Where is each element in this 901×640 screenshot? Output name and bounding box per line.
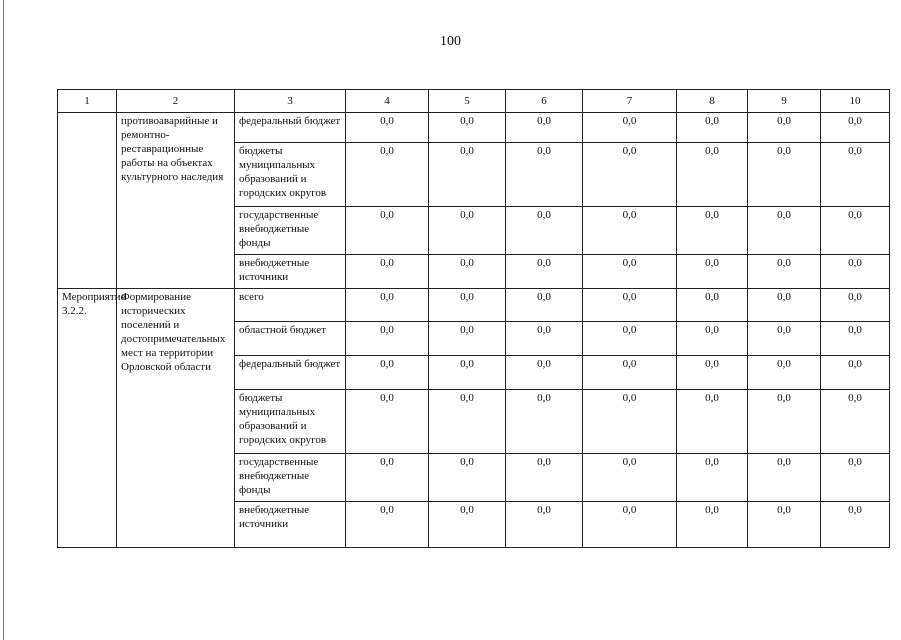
value-cell-col5: 0,0 bbox=[429, 289, 506, 322]
value-cell-col10: 0,0 bbox=[821, 143, 890, 207]
value-cell-col4: 0,0 bbox=[346, 207, 429, 255]
funding-source-cell: государственные внебюджетные фонды bbox=[235, 454, 346, 502]
value-cell-col7: 0,0 bbox=[583, 390, 677, 454]
value-cell-col5: 0,0 bbox=[429, 143, 506, 207]
value-cell-col10: 0,0 bbox=[821, 289, 890, 322]
column-header-5: 5 bbox=[429, 90, 506, 113]
column-header-1: 1 bbox=[58, 90, 117, 113]
value-cell-col5: 0,0 bbox=[429, 390, 506, 454]
value-cell-col7: 0,0 bbox=[583, 356, 677, 390]
funding-source-cell: федеральный бюджет bbox=[235, 356, 346, 390]
funding-source-cell: бюджеты муниципальных образований и городских округов bbox=[235, 143, 346, 207]
activity-name-cell: противоаварийные и ремонтно-реставрационные работы на объектах культурного наследия bbox=[117, 113, 235, 289]
value-cell-col9: 0,0 bbox=[748, 207, 821, 255]
value-cell-col10: 0,0 bbox=[821, 390, 890, 454]
value-cell-col6: 0,0 bbox=[506, 356, 583, 390]
value-cell-col5: 0,0 bbox=[429, 454, 506, 502]
value-cell-col10: 0,0 bbox=[821, 113, 890, 143]
value-cell-col9: 0,0 bbox=[748, 289, 821, 322]
value-cell-col10: 0,0 bbox=[821, 454, 890, 502]
funding-source-cell: областной бюджет bbox=[235, 322, 346, 356]
value-cell-col7: 0,0 bbox=[583, 454, 677, 502]
activity-name-cell: Формирование исторических поселений и достопримечательных мест на территории Орловской области bbox=[117, 289, 235, 548]
value-cell-col7: 0,0 bbox=[583, 255, 677, 289]
value-cell-col10: 0,0 bbox=[821, 502, 890, 548]
value-cell-col8: 0,0 bbox=[677, 255, 748, 289]
value-cell-col5: 0,0 bbox=[429, 322, 506, 356]
value-cell-col6: 0,0 bbox=[506, 289, 583, 322]
value-cell-col5: 0,0 bbox=[429, 207, 506, 255]
value-cell-col9: 0,0 bbox=[748, 255, 821, 289]
value-cell-col4: 0,0 bbox=[346, 502, 429, 548]
value-cell-col8: 0,0 bbox=[677, 356, 748, 390]
value-cell-col8: 0,0 bbox=[677, 207, 748, 255]
value-cell-col6: 0,0 bbox=[506, 255, 583, 289]
value-cell-col7: 0,0 bbox=[583, 207, 677, 255]
value-cell-col8: 0,0 bbox=[677, 502, 748, 548]
value-cell-col6: 0,0 bbox=[506, 207, 583, 255]
value-cell-col7: 0,0 bbox=[583, 289, 677, 322]
value-cell-col10: 0,0 bbox=[821, 255, 890, 289]
value-cell-col7: 0,0 bbox=[583, 322, 677, 356]
table-row bbox=[58, 113, 890, 143]
funding-source-cell: бюджеты муниципальных образований и городских округов bbox=[235, 390, 346, 454]
value-cell-col6: 0,0 bbox=[506, 454, 583, 502]
value-cell-col8: 0,0 bbox=[677, 143, 748, 207]
value-cell-col5: 0,0 bbox=[429, 502, 506, 548]
value-cell-col7: 0,0 bbox=[583, 113, 677, 143]
value-cell-col6: 0,0 bbox=[506, 143, 583, 207]
value-cell-col6: 0,0 bbox=[506, 113, 583, 143]
funding-source-cell: внебюджетные источники bbox=[235, 502, 346, 548]
value-cell-col8: 0,0 bbox=[677, 322, 748, 356]
activity-code-cell bbox=[58, 113, 117, 289]
value-cell-col10: 0,0 bbox=[821, 356, 890, 390]
value-cell-col10: 0,0 bbox=[821, 207, 890, 255]
table-row bbox=[58, 289, 890, 322]
funding-source-cell: внебюджетные источники bbox=[235, 255, 346, 289]
page-edge-rule bbox=[3, 0, 4, 640]
budget-table bbox=[57, 89, 890, 548]
value-cell-col9: 0,0 bbox=[748, 454, 821, 502]
value-cell-col10: 0,0 bbox=[821, 322, 890, 356]
funding-source-cell: федеральный бюджет bbox=[235, 113, 346, 143]
column-header-4: 4 bbox=[346, 90, 429, 113]
value-cell-col5: 0,0 bbox=[429, 356, 506, 390]
value-cell-col4: 0,0 bbox=[346, 143, 429, 207]
value-cell-col4: 0,0 bbox=[346, 454, 429, 502]
value-cell-col4: 0,0 bbox=[346, 255, 429, 289]
value-cell-col6: 0,0 bbox=[506, 502, 583, 548]
value-cell-col6: 0,0 bbox=[506, 390, 583, 454]
column-header-3: 3 bbox=[235, 90, 346, 113]
value-cell-col9: 0,0 bbox=[748, 322, 821, 356]
value-cell-col5: 0,0 bbox=[429, 255, 506, 289]
value-cell-col8: 0,0 bbox=[677, 113, 748, 143]
value-cell-col4: 0,0 bbox=[346, 322, 429, 356]
value-cell-col4: 0,0 bbox=[346, 113, 429, 143]
table-header-row bbox=[58, 90, 890, 113]
column-header-8: 8 bbox=[677, 90, 748, 113]
value-cell-col8: 0,0 bbox=[677, 289, 748, 322]
column-header-2: 2 bbox=[117, 90, 235, 113]
value-cell-col9: 0,0 bbox=[748, 502, 821, 548]
column-header-6: 6 bbox=[506, 90, 583, 113]
value-cell-col7: 0,0 bbox=[583, 502, 677, 548]
value-cell-col9: 0,0 bbox=[748, 113, 821, 143]
value-cell-col4: 0,0 bbox=[346, 356, 429, 390]
value-cell-col8: 0,0 bbox=[677, 390, 748, 454]
value-cell-col4: 0,0 bbox=[346, 390, 429, 454]
value-cell-col9: 0,0 bbox=[748, 356, 821, 390]
column-header-9: 9 bbox=[748, 90, 821, 113]
value-cell-col8: 0,0 bbox=[677, 454, 748, 502]
column-header-7: 7 bbox=[583, 90, 677, 113]
value-cell-col5: 0,0 bbox=[429, 113, 506, 143]
funding-source-cell: всего bbox=[235, 289, 346, 322]
page-number: 100 bbox=[440, 34, 461, 49]
value-cell-col6: 0,0 bbox=[506, 322, 583, 356]
value-cell-col7: 0,0 bbox=[583, 143, 677, 207]
value-cell-col9: 0,0 bbox=[748, 390, 821, 454]
funding-source-cell: государственные внебюджетные фонды bbox=[235, 207, 346, 255]
value-cell-col4: 0,0 bbox=[346, 289, 429, 322]
activity-code-cell: Мероприятие 3.2.2. bbox=[58, 289, 117, 548]
value-cell-col9: 0,0 bbox=[748, 143, 821, 207]
column-header-10: 10 bbox=[821, 90, 890, 113]
